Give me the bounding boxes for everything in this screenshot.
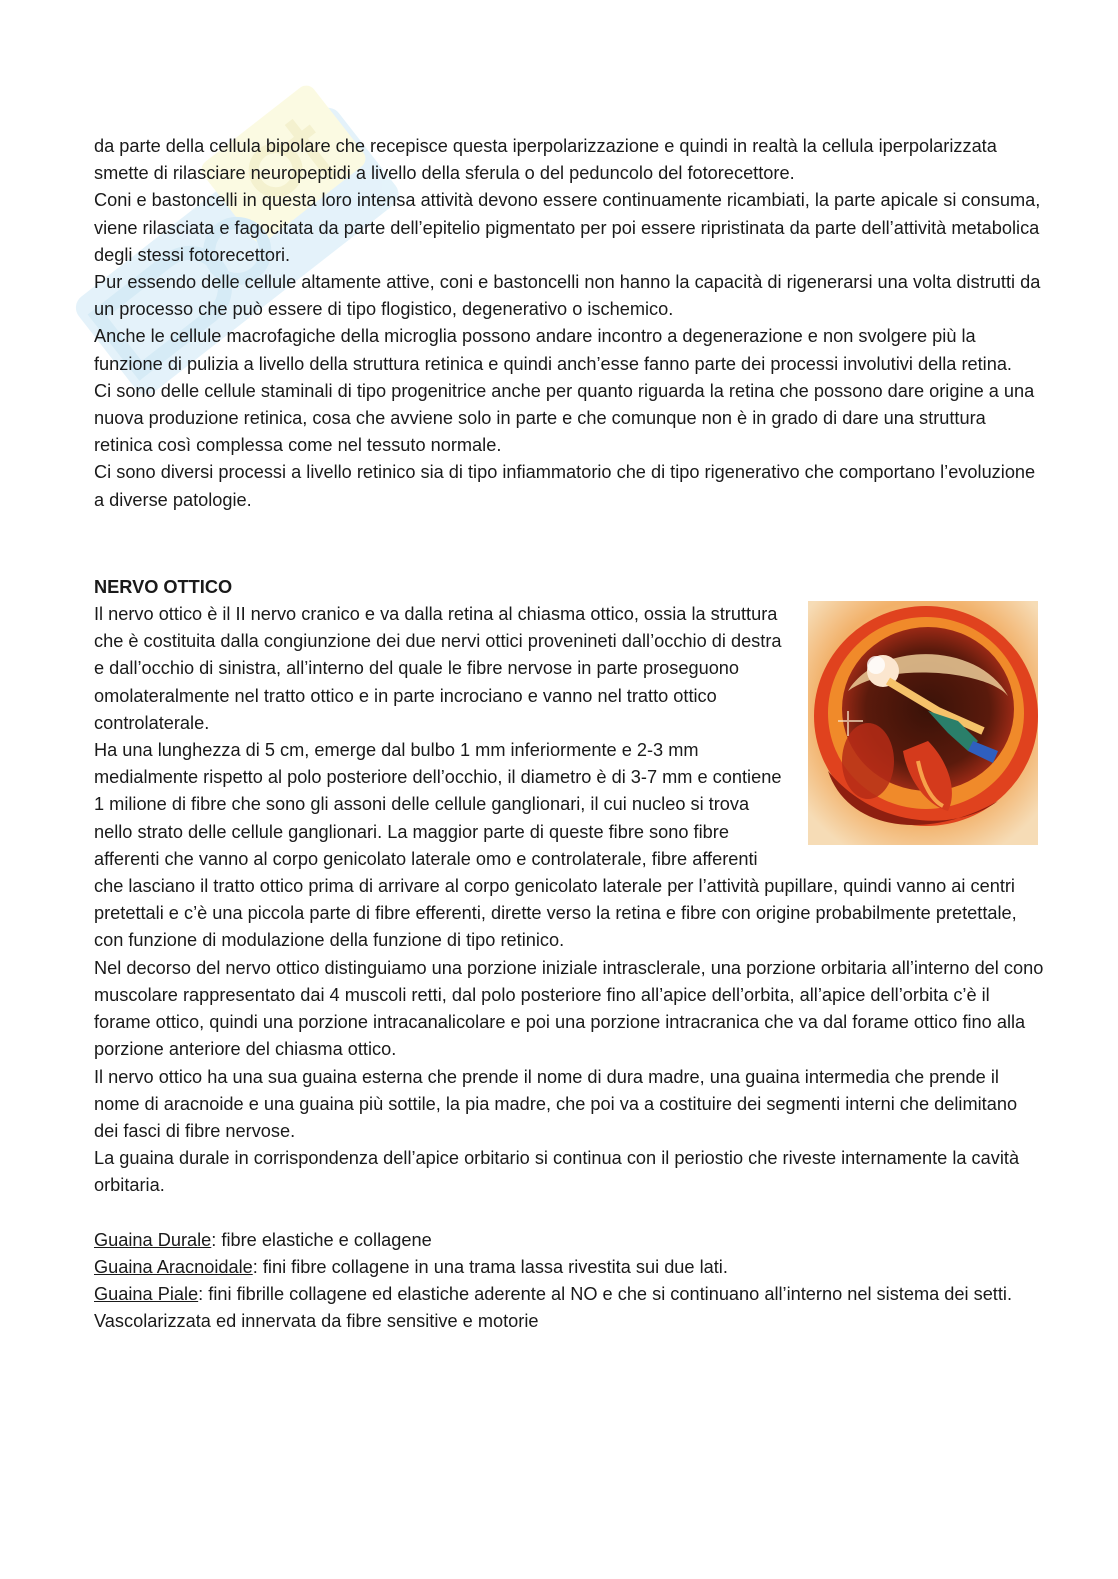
- document-content: [94, 133, 1044, 1335]
- definition-term-arachnoid: Guaina Aracnoidale: [94, 1256, 253, 1277]
- section-heading: NERVO OTTICO: [94, 576, 233, 597]
- definition-dural: [94, 1227, 1044, 1254]
- definition-arachnoid: [94, 1254, 1044, 1281]
- anatomical-illustration: [808, 601, 1038, 845]
- definition-term-dural: Guaina Durale: [94, 1229, 212, 1250]
- section-spacer: [94, 514, 1044, 574]
- section-paragraph-5: La guaina durale in corrispondenza dell’apice orbitario si continua con il periostio che riveste internamente la cavità orbitaria.: [94, 1148, 1020, 1196]
- definition-text-pial: : fini fibrille collagene ed elastiche aderente al NO e che si continuano all’interno nel sistema dei setti. Vascolarizzata ed innervata da fibre sensitive e motorie: [94, 1283, 1013, 1332]
- section-paragraph-1: Il nervo ottico è il II nervo cranico e va dalla retina al chiasma ottico, ossia la struttura che è costituita dalla congiunzione dei due nervi ottici provenineti dall’occhio di destra e dall’occhio di sinistra, all’interno del quale le fibre nervose in parte proseguono omolateralmente nel tratto ottico e in parte incrociano e vanno nel tratto ottico controlaterale.: [94, 604, 782, 733]
- definition-text-dural: : fibre elastiche e collagene: [211, 1229, 432, 1250]
- section-paragraph-3: Nel decorso del nervo ottico distinguiamo una porzione iniziale intrasclerale, una porzione orbitaria all’interno del cono muscolare rappresentato dai 4 muscoli retti, dal polo posteriore fino all’apice dell’orbita, all’apice dell’orbita c’è il forame ottico, quindi una porzione intracanalicolare e poi una porzione intracranica che va dal forame ottico fino alla porzione anteriore del chiasma ottico.: [94, 957, 1044, 1060]
- definition-term-pial: Guaina Piale: [94, 1283, 199, 1304]
- definition-text-arachnoid: : fini fibre collagene in una trama lassa rivestita sui due lati.: [252, 1256, 728, 1277]
- definition-pial: [94, 1281, 1044, 1335]
- section-paragraph-4: Il nervo ottico ha una sua guaina esterna che prende il nome di dura madre, una guaina intermedia che prende il nome di aracnoide e una guaina più sottile, la pia madre, che poi va a costituire dei segmenti interni che delimitano dei fasci di fibre nervose.: [94, 1066, 1018, 1141]
- section-paragraph-2: Ha una lunghezza di 5 cm, emerge dal bulbo 1 mm inferiormente e 2-3 mm medialmente rispetto al polo posteriore dell’occhio, il diametro è di 3-7 mm e contiene 1 milione di fibre che sono gli assoni delle cellule ganglionari, il cui nucleo si trova nello strato delle cellule ganglionari. La maggior parte di queste fibre sono fibre afferenti che vanno al corpo genicolato laterale omo e controlaterale, fibre afferenti che lasciano il tratto ottico prima di arrivare al corpo genicolato laterale per l’attività pupillare, quindi vanno ai centri pretettali e c’è una piccola parte di fibre efferenti, dirette verso la retina e fibre con origine probabilmente pretettale, con funzione di modulazione della funzione di tipo retinico.: [94, 740, 1017, 951]
- paragraph-4: Anche le cellule macrofagiche della microglia possono andare incontro a degenerazione e non svolgere più la funzione di pulizia a livello della struttura retinica e quindi anch’esse fanno parte dei processi involutivi della retina.: [94, 326, 1012, 374]
- orbit-cross-section-image: [808, 601, 1038, 845]
- paragraph-1: da parte della cellula bipolare che recepisce questa iperpolarizzazione e quindi in realtà la cellula iperpolarizzata smette di rilasciare neuropeptidi a livello della sferula o del peduncolo del fotorecettore.: [94, 136, 997, 184]
- paragraph-5: Ci sono delle cellule staminali di tipo progenitrice anche per quanto riguarda la retina che possono dare origine a una nuova produzione retinica, cosa che avviene solo in parte e che comunque non è in grado di dare una struttura retinica così complessa come nel tessuto normale.: [94, 380, 1035, 456]
- paragraph-6: Ci sono diversi processi a livello retinico sia di tipo infiammatorio che di tipo rigenerativo che comportano l’evoluzione a diverse patologie.: [94, 462, 1036, 510]
- paragraph-3: Pur essendo delle cellule altamente attive, coni e bastoncelli non hanno la capacità di rigenerarsi una volta distrutti da un processo che può essere di tipo flogistico, degenerativo o ischemico.: [94, 272, 1041, 320]
- definitions-spacer: [94, 1200, 1044, 1227]
- paragraph-2: Coni e bastoncelli in questa loro intensa attività devono essere continuamente ricambiati, la parte apicale si consuma, viene rilasciata e fagocitata da parte dell’epitelio pigmentato per poi essere ripristinata da parte dell’attività metabolica degli stessi fotorecettori.: [94, 190, 1041, 265]
